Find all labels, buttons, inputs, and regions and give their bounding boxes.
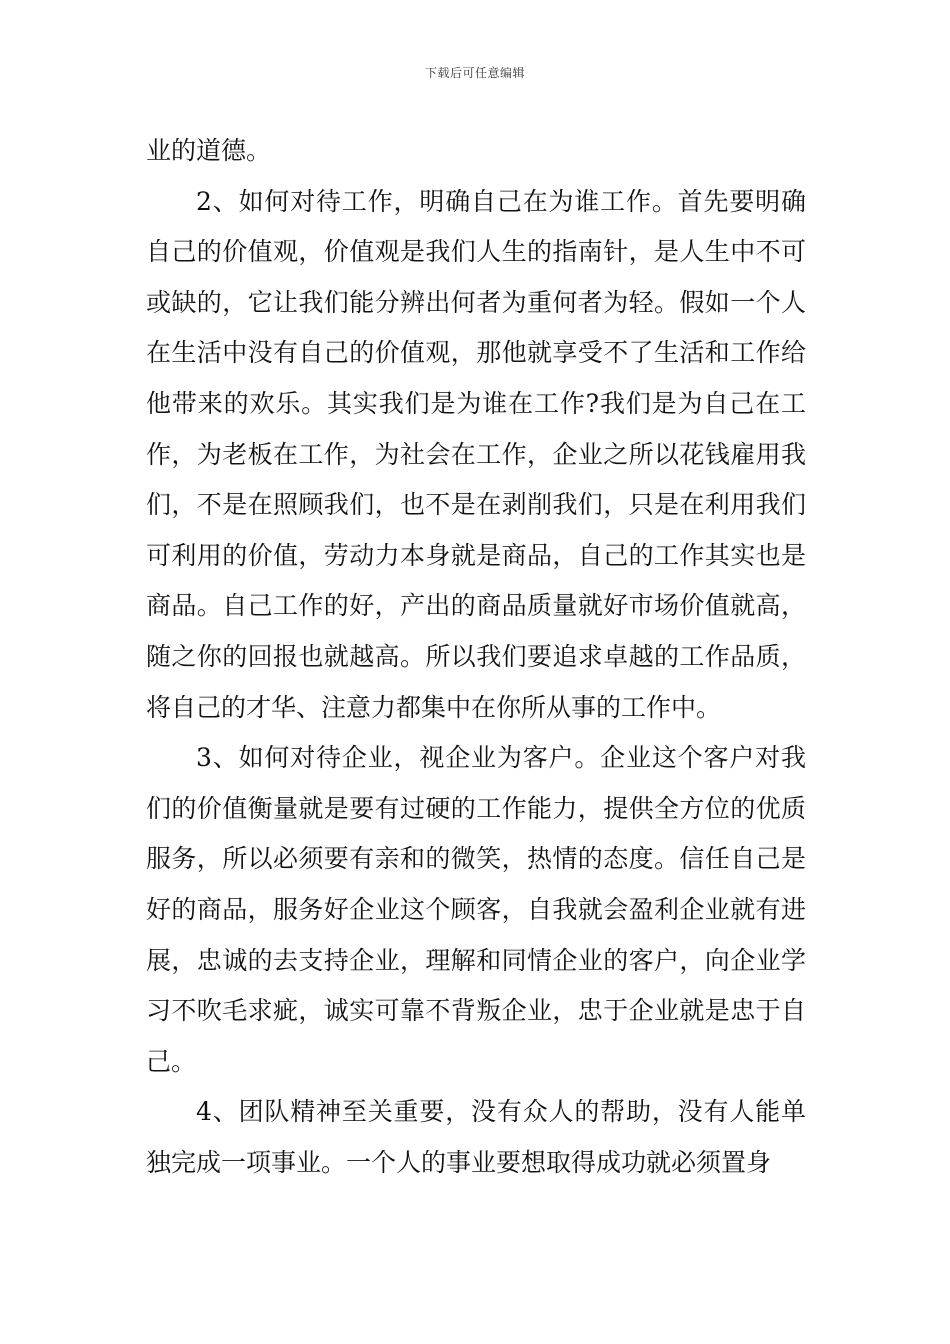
document-body [146, 126, 806, 1188]
page-header: 下载后可任意编辑 [424, 66, 525, 80]
paragraph-4: 4、团队精神至关重要，没有众人的帮助，没有人能单独完成一项事业。一个人的事业要想取得成功就必须置身 [146, 1097, 806, 1177]
paragraph-3: 3、如何对待企业，视企业为客户。企业这个客户对我们的价值衡量就是要有过硬的工作能力，提供全方位的优质服务，所以必须要有亲和的微笑，热情的态度。信任自己是好的商品，服务好企业这个顾客，自我就会盈利企业就有进展，忠诚的去支持企业，理解和同情企业的客户，向企业学习不吹毛求疵，诚实可靠不背叛企业，忠于企业就是忠于自己。 [146, 743, 806, 1076]
paragraph-2: 2、如何对待工作，明确自己在为谁工作。首先要明确自己的价值观，价值观是我们人生的指南针，是人生中不可或缺的，它让我们能分辨出何者为重何者为轻。假如一个人在生活中没有自己的价值观，那他就享受不了生活和工作给他带来的欢乐。其实我们是为谁在工作?我们是为自己在工作，为老板在工作，为社会在工作，企业之所以花钱雇用我们，不是在照顾我们，也不是在剥削我们，只是在利用我们可利用的价值，劳动力本身就是商品，自己的工作其实也是商品。自己工作的好，产出的商品质量就好市场价值就高，随之你的回报也就越高。所以我们要追求卓越的工作品质，将自己的才华、注意力都集中在你所从事的工作中。 [146, 186, 806, 722]
paragraph-continuation: 业的道德。 [146, 136, 272, 165]
